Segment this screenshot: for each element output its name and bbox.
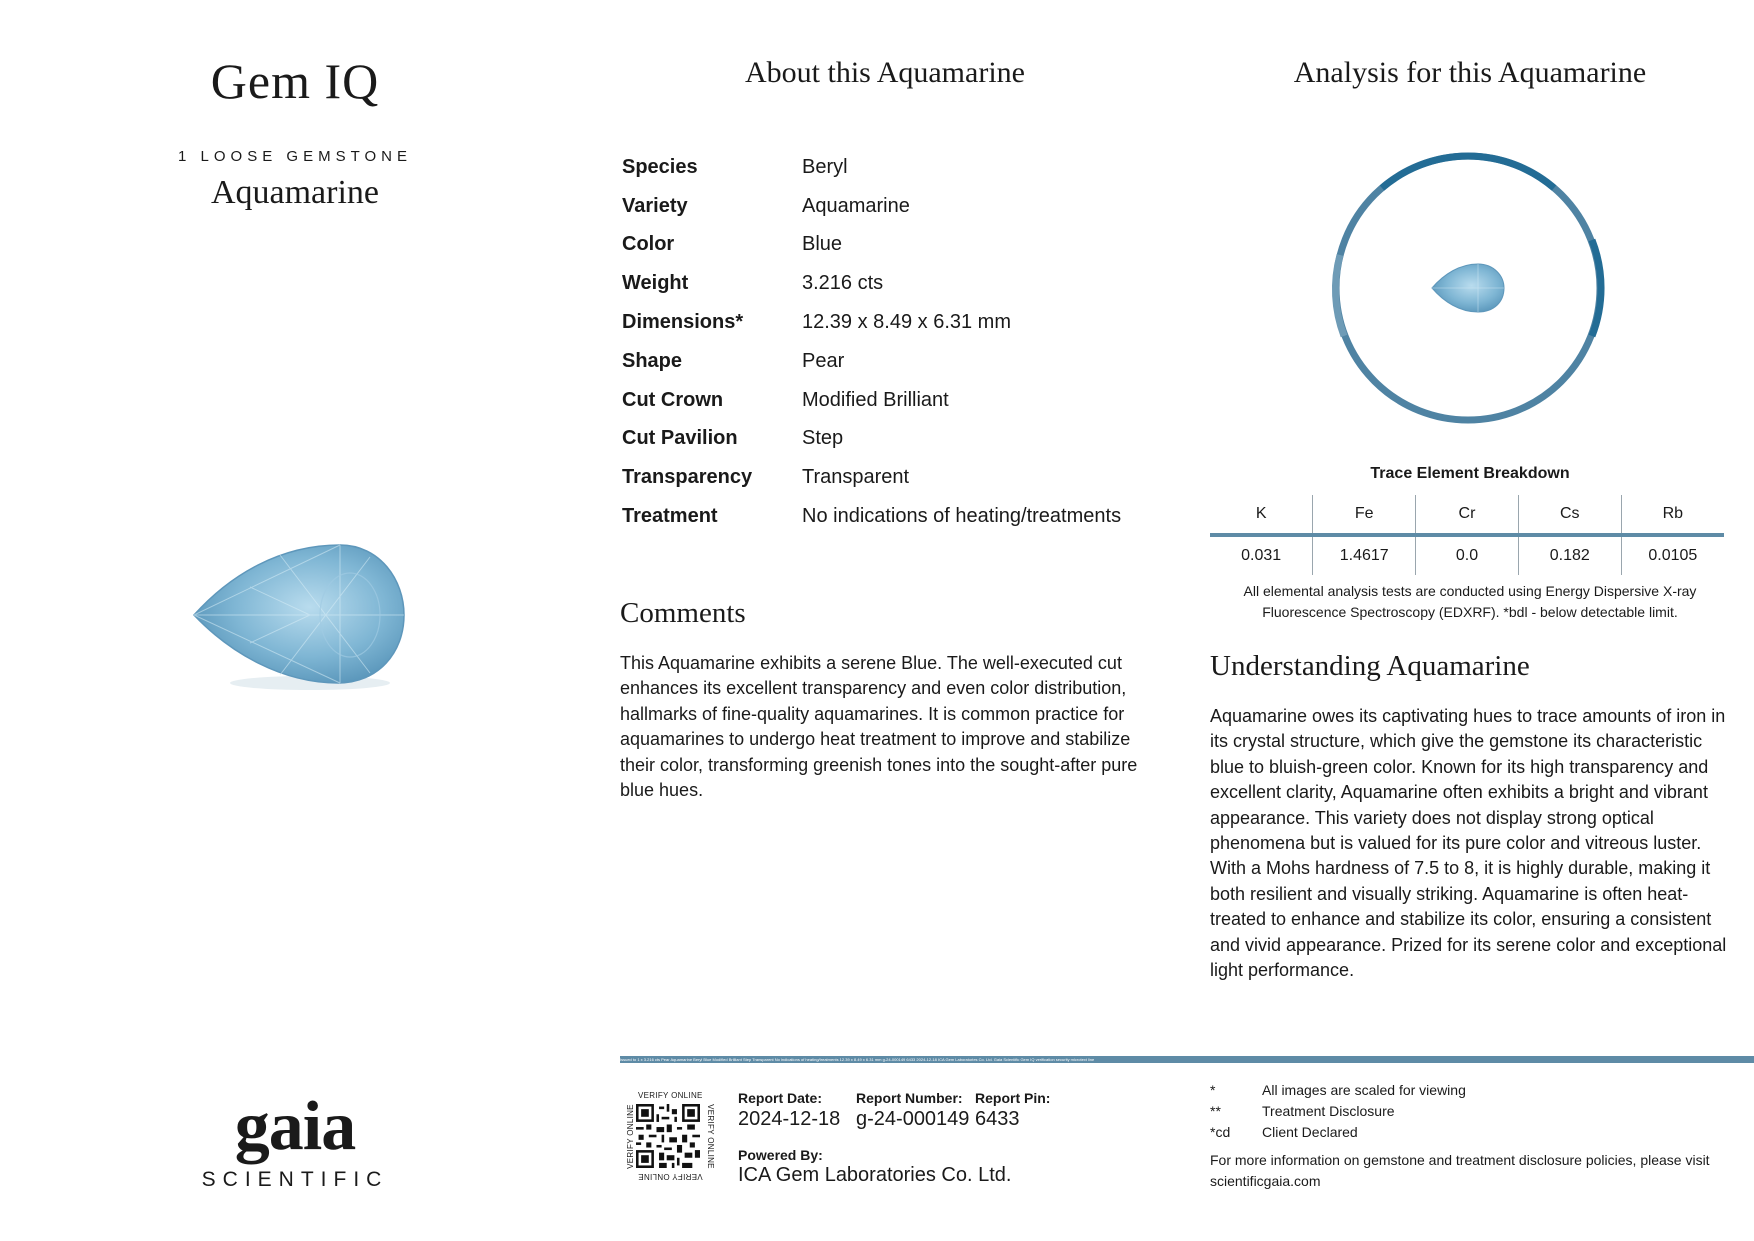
spec-value: 12.39 x 8.49 x 6.31 mm: [802, 311, 1012, 334]
footnote-text: Client Declared: [1262, 1124, 1358, 1140]
spec-label: Cut Pavilion: [622, 427, 738, 450]
spec-label: Variety: [622, 194, 688, 217]
report-number: g-24-000149: [856, 1108, 970, 1130]
spec-value: No indications of heating/treatments: [802, 505, 1122, 528]
footnote-mark: *cd: [1210, 1124, 1231, 1140]
spec-value: Transparent: [802, 466, 910, 489]
powered-by-label: Powered By:: [738, 1147, 823, 1163]
spec-label: Cut Crown: [622, 388, 724, 411]
understanding-text: Aquamarine owes its captivating hues to trace amounts of iron in its crystal structure, which give the gemstone its characteristic blue to bluish-green color. Known for its high transparency and excellent clarity, Aquamarine often exhibits a bright and vibrant appearance. This variety does not display strong optical phenomena but is valued for its pure color and vitreous luster. With a Mohs hardness of 7.5 to 8, it is highly durable, making it both resilient and visually striking. Aquamarine is often heat-treated to enhance and stabilize its color, ensuring a consistent and vivid appearance. Prized for its serene color and exceptional light performance.: [1210, 706, 1727, 981]
spec-value: Step: [802, 427, 844, 450]
element-symbol: Rb: [1621, 495, 1724, 535]
spec-label: Shape: [622, 349, 683, 372]
element-value: 0.182: [1518, 535, 1621, 575]
element-symbol: K: [1210, 495, 1313, 535]
spec-row: [622, 381, 1162, 420]
spec-row: [622, 187, 1162, 226]
trace-element-title: Trace Element Breakdown: [1370, 465, 1570, 482]
verify-online-label: VERIFY ONLINE: [705, 1104, 715, 1169]
spec-value: Aquamarine: [802, 194, 910, 217]
qr-code-icon[interactable]: [636, 1104, 700, 1168]
element-value: 0.031: [1241, 547, 1282, 564]
item-count-label: 1 LOOSE GEMSTONE: [178, 148, 412, 165]
gemstone-photo: [190, 535, 410, 695]
verify-qr-block[interactable]: [622, 1090, 714, 1182]
element-value: 0.0: [1416, 535, 1519, 575]
spec-label: Dimensions*: [622, 311, 744, 334]
spec-value: Pear: [802, 349, 845, 372]
spec-value: 3.216 cts: [802, 272, 884, 295]
footnote-mark: *: [1210, 1082, 1216, 1098]
more-info-text: For more information on gemstone and treatment disclosure policies, please visit scientificgaia.com: [1210, 1152, 1710, 1189]
spec-row: [622, 226, 1162, 265]
analysis-title: Analysis for this Aquamarine: [1293, 56, 1647, 89]
gem-name: Aquamarine: [210, 174, 380, 211]
spec-row: [622, 497, 1162, 536]
spec-value: Beryl: [802, 155, 848, 178]
comments-text: This Aquamarine exhibits a serene Blue. The well-executed cut enhances its excellent transparency and even color distribution, hallmarks of fine-quality aquamarines. It is common practice for aquamarines to undergo heat treatment to improve and stabilize their color, transforming greenish tones into the sought-after pure blue hues.: [620, 653, 1138, 801]
about-title: About this Aquamarine: [745, 56, 1025, 89]
trace-analysis-note: All elemental analysis tests are conducted using Energy Dispersive X-ray Fluorescence Spectroscopy (EDXRF). *bdl - below detectable limit.: [1243, 583, 1697, 620]
element-symbol: Fe: [1313, 495, 1416, 535]
footnote-mark: **: [1210, 1103, 1221, 1119]
gaia-logo: gaia: [234, 1088, 356, 1165]
report-date-label: Report Date:: [738, 1090, 823, 1106]
spec-row: [622, 342, 1162, 381]
spec-table: [622, 148, 1162, 536]
verify-online-label: VERIFY ONLINE: [638, 1172, 703, 1181]
spec-label: Treatment: [622, 505, 718, 528]
footnote-text: Treatment Disclosure: [1262, 1103, 1395, 1119]
analysis-ring: [1330, 150, 1606, 426]
spec-row: [622, 303, 1162, 342]
spec-label: Color: [622, 233, 675, 256]
element-symbol: Cr: [1416, 495, 1519, 535]
understanding-title: Understanding Aquamarine: [1210, 650, 1530, 682]
trace-element-table: [1210, 495, 1724, 575]
spec-row: [622, 458, 1162, 497]
verify-online-label: VERIFY ONLINE: [625, 1104, 635, 1169]
element-value: 1.4617: [1313, 535, 1416, 575]
spec-label: Species: [622, 155, 698, 178]
gaia-logo-subtitle: SCIENTIFIC: [201, 1168, 389, 1191]
spec-value: Modified Brilliant: [802, 388, 949, 411]
footnote-text: All images are scaled for viewing: [1262, 1082, 1466, 1098]
verify-online-label: VERIFY ONLINE: [638, 1091, 703, 1100]
report-pin: 6433: [975, 1108, 1020, 1130]
brand-title: Gem IQ: [210, 53, 380, 109]
report-date: 2024-12-18: [738, 1108, 841, 1130]
spec-label: Weight: [622, 272, 689, 295]
comments-title: Comments: [620, 597, 746, 629]
powered-by-value: ICA Gem Laboratories Co. Ltd.: [738, 1164, 1012, 1186]
element-symbol: Cs: [1518, 495, 1621, 535]
security-microtext: Issued to 1 x 3.216 cts Pear Aquamarine Beryl Blue Modified Brilliant Step Transparent No indications of heating/treatments 12.39 x 8.49 x 6.31 mm g-24-000149 6433 2024-12-18 ICA Gem Laboratories Co. Ltd. Gaia Scientific Gem IQ verification security microtext line: [620, 1057, 1095, 1062]
spec-label: Transparency: [622, 466, 753, 489]
element-value: 0.0105: [1621, 535, 1724, 575]
spec-row: [622, 420, 1162, 459]
spec-value: Blue: [802, 233, 843, 256]
report-number-label: Report Number:: [856, 1090, 963, 1106]
report-pin-label: Report Pin:: [975, 1090, 1051, 1106]
spec-row: [622, 264, 1162, 303]
spec-row: [622, 148, 1162, 187]
